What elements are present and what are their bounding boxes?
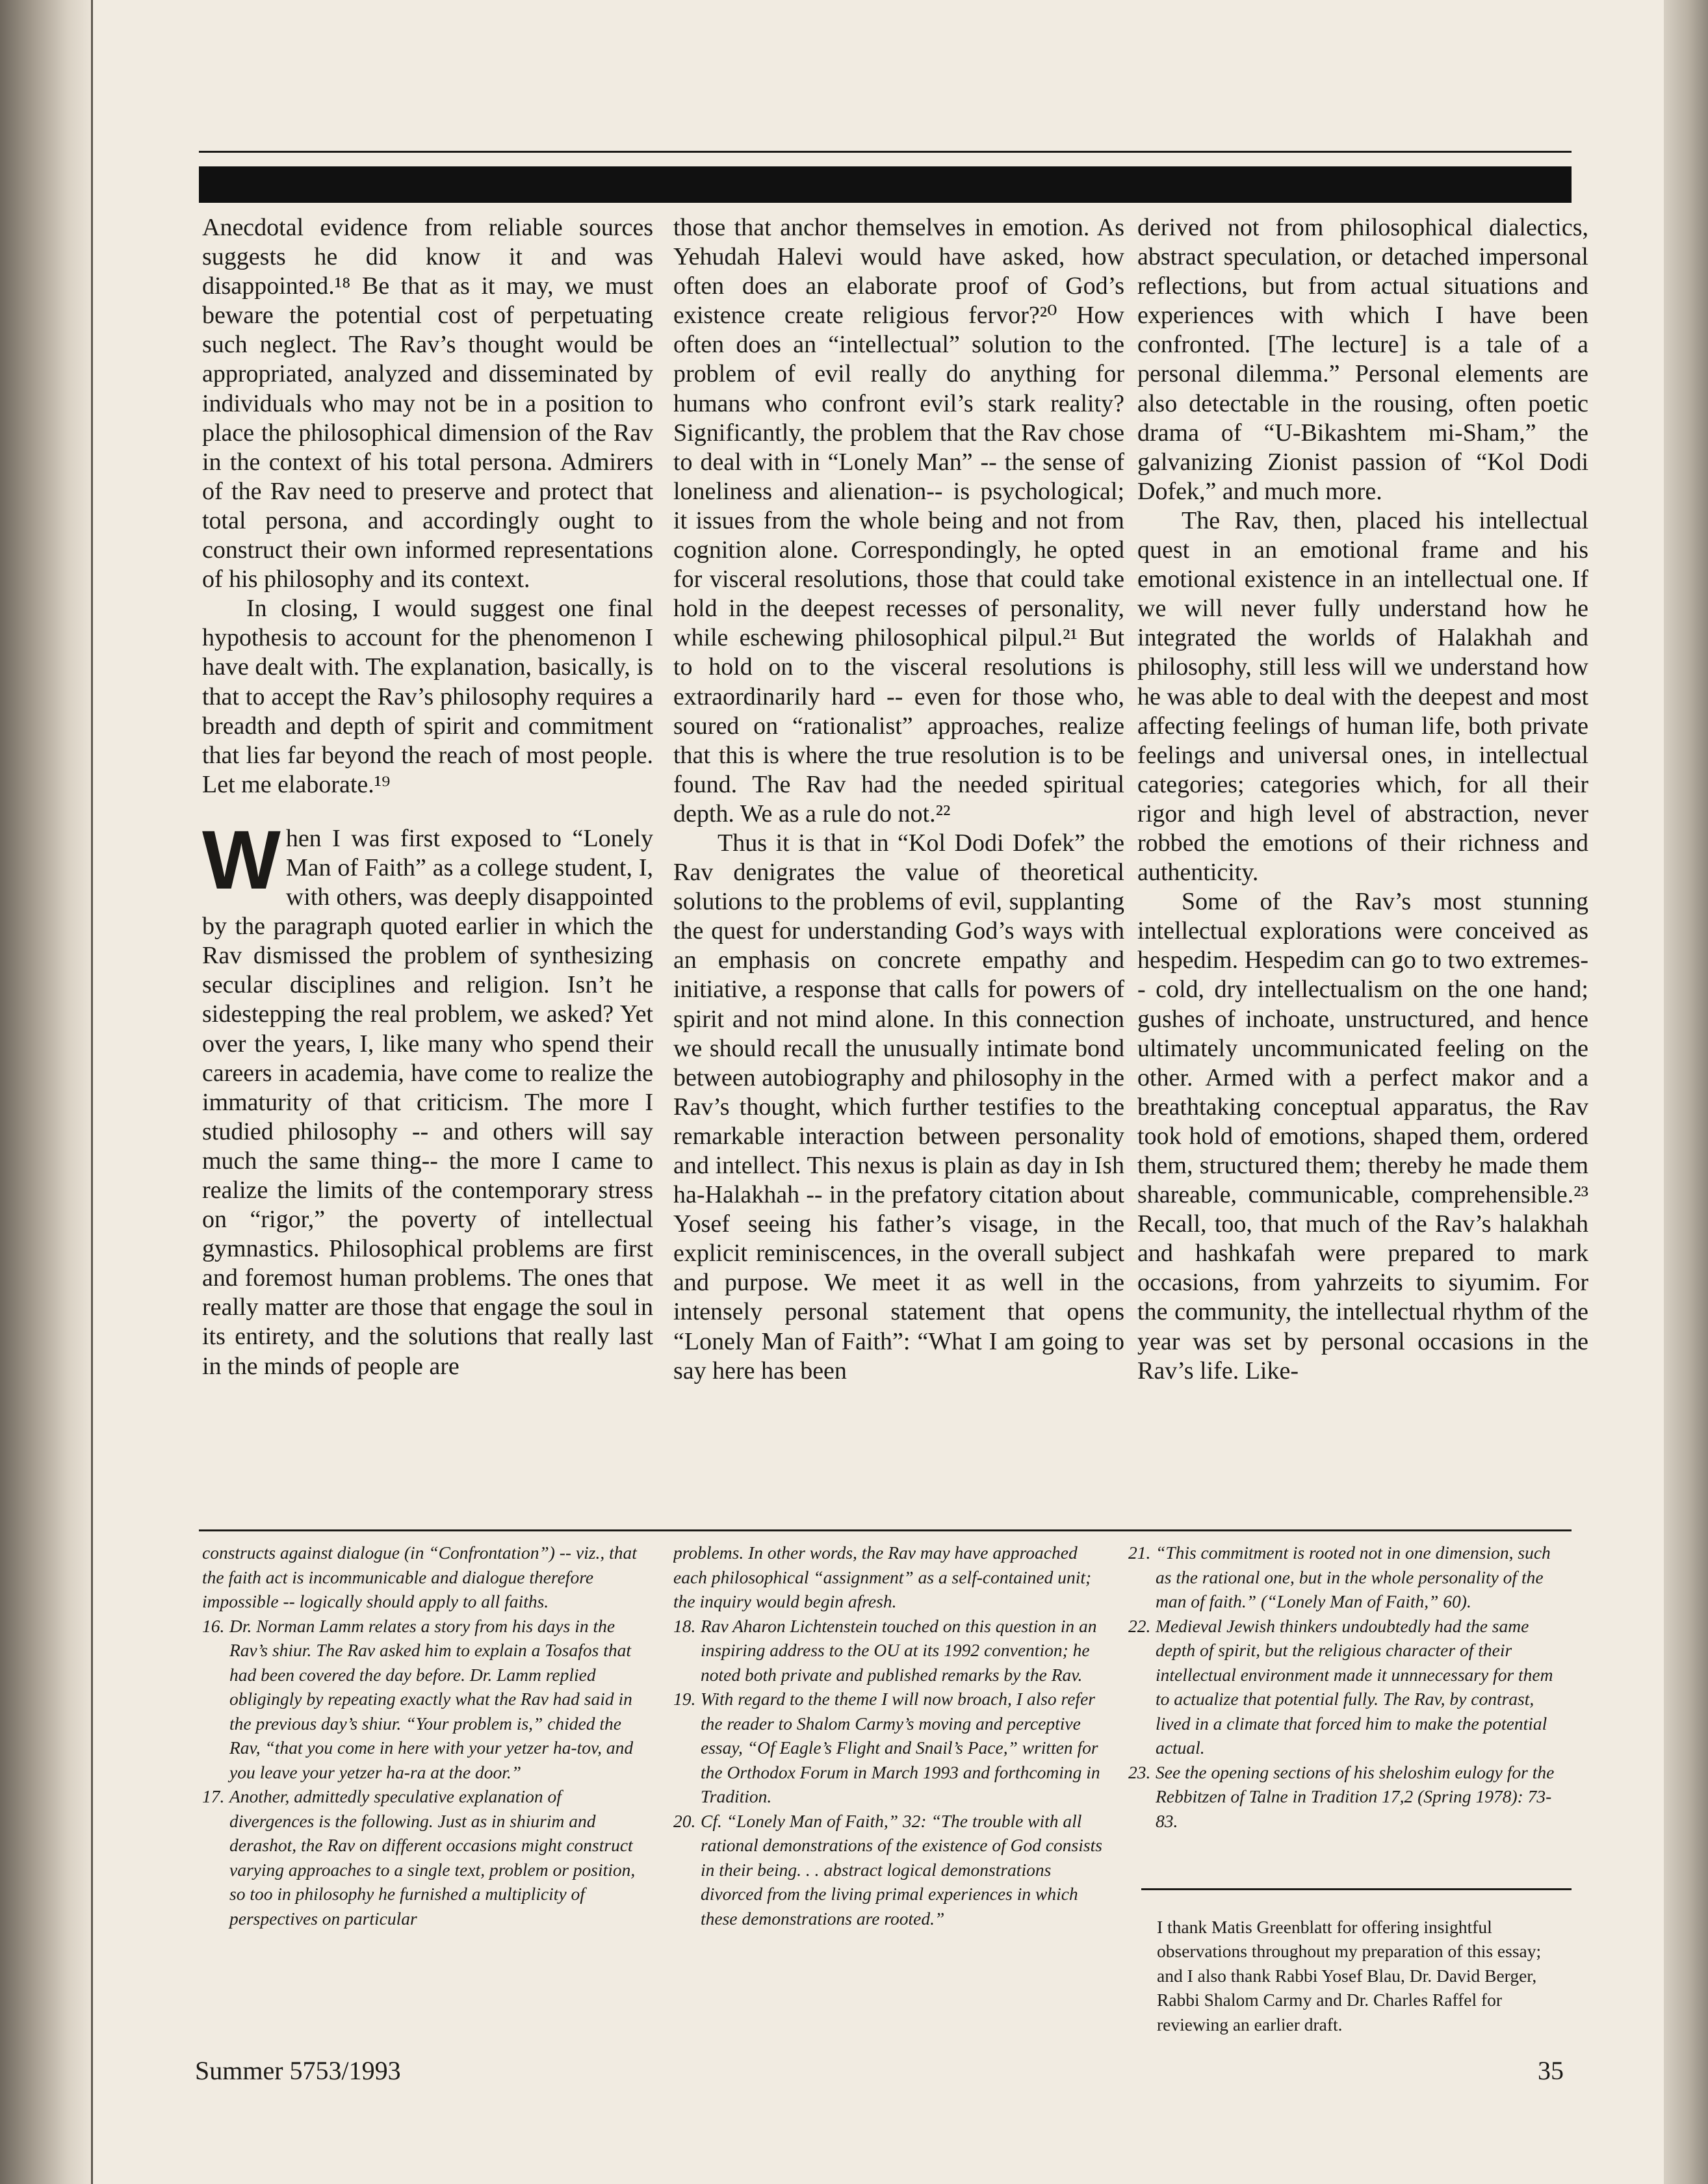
footnote-18 <box>673 1614 1115 1687</box>
footnote-number: 17. <box>202 1786 225 1806</box>
paragraph: The Rav, then, placed his intellectual quest in an emotional frame and his emotional existence in an intellectual one. If we will never fully understand how he integrated the worlds of Halakhah and philosophy, still less will we understand how he was able to deal with the deepest and most affecting feelings of human life, both private feelings and universal ones, in intellectual categories; categories which, for all their rigor and high level of abstraction, never robbed the emotions of their richness and authenticity. <box>1137 506 1588 887</box>
header-bar <box>199 166 1572 203</box>
page-edge <box>1664 0 1708 2184</box>
body-column-2 <box>673 213 1124 1503</box>
paragraph-dropcap <box>202 813 653 1381</box>
footnote-text: See the opening sections of his sheloshim eulogy for the Rebbitzen of Talne in Tradition 17,2 (Spring 1978): 73-83. <box>1156 1762 1555 1831</box>
paragraph: Anecdotal evidence from reliable sources suggests he did know it and was disappointed.¹⁸ Be that as it may, we must beware the potential cost of perpetuating such neglect. The Rav’s thought would be appropriated, analyzed and disseminated by individuals who may not be in a position to place the philosophical dimension of the Rav in the context of his total persona. Admirers of the Rav need to preserve and protect that total persona, and accordingly ought to construct their own informed representations of his philosophy and its context. <box>202 214 653 593</box>
drop-cap: W <box>202 813 281 907</box>
footnote-text: Dr. Norman Lamm relates a story from his days in the Rav’s shiur. The Rav asked him to explain a Tosafos that had been covered the day before. Dr. Lamm replied obligingly by repeating exactly what the Rav had said in the previous day’s shiur. “Your problem is,” chided the Rav, “that you come in here with your yetzer ha-tov, and you leave your yetzer ha-ra at the door.” <box>229 1615 634 1782</box>
footnote-20 <box>673 1809 1115 1931</box>
footnote-continuation: problems. In other words, the Rav may have approached each philosophical “assignment” as a self-contained unit; the inquiry would begin afresh. <box>673 1542 1092 1611</box>
footnote-number: 16. <box>202 1615 225 1636</box>
page-number: 35 <box>1538 2056 1564 2085</box>
footnote-text: Medieval Jewish thinkers undoubtedly had the same depth of spirit, but the religious character of their intellectual environment made it unnnecessary for them to actualize that potential fully. The Rav, by contrast, lived in a climate that forced him to make the potential actual. <box>1156 1615 1553 1758</box>
paragraph: derived not from philosophical dialectics, abstract speculation, or detached impersonal reflections, but from actual situations and experiences with which I have been confronted. [The lecture] is a tale of a personal dilemma.” Personal elements are also detectable in the rousing, often poetic drama of “U-Bikashtem mi-Sham,” the galvanizing Zionist passion of “Kol Dodi Dofek,” and much more. <box>1137 214 1588 505</box>
paragraph: In closing, I would suggest one final hypothesis to account for the phenomenon I have dealt with. The explanation, basically, is that to accept the Rav’s philosophy requires a breadth and depth of spirit and commitment that lies far beyond the reach of most people. Let me elaborate.¹⁹ <box>202 595 653 798</box>
footnote-number: 23. <box>1128 1762 1151 1782</box>
paragraph: Thus it is that in “Kol Dodi Dofek” the Rav denigrates the value of theoretical solutions to the problems of evil, supplanting the quest for understanding God’s ways with an emphasis on concrete empathy and initiative, a response that calls for powers of spirit and not mind alone. In this connection we should recall the unusually intimate bond between autobiography and philosophy in the Rav’s thought, which further testifies to the remarkable interaction between personality and intellect. This nexus is plain as day in Ish ha-Halakhah -- in the prefatory citation about Yosef seeing his father’s visage, in the explicit reminiscences, in the overall subject and purpose. We meet it as well in the intensely personal statement that opens “Lonely Man of Faith”: “What I am going to say here has been <box>673 829 1124 1384</box>
footnote-21 <box>1128 1540 1570 1614</box>
body-column-1 <box>202 213 653 1503</box>
acknowledgment: I thank Matis Greenblatt for offering insightful observations throughout my preparation of this essay; and I also thank Rabbi Yosef Blau, Dr. David Berger, Rabbi Shalom Carmy and Dr. Charles Raffel for reviewing an earlier draft. <box>1157 1916 1542 2034</box>
footnote-number: 19. <box>673 1689 696 1709</box>
acknowledgment-rule <box>1141 1888 1572 1890</box>
paragraph: Some of the Rav’s most stunning intellectual explorations were conceived as hespedim. Hespedim can go to two extremes-- cold, dry intellectualism on the one hand; gushes of inchoate, unstructured, and hence ultimately uncommunicated feeling on the other. Armed with a perfect makor and a breathtaking conceptual apparatus, the Rav took hold of emotions, shaped them, ordered them, structured them; thereby he made them shareable, communicable, comprehensible.²³ Recall, too, that much of the Rav’s halakhah and hashkafah were prepared to mark occasions, from yahrzeits to siyumim. For the community, the intellectual rhythm of the year was set by personal occasions in the Rav’s life. Like- <box>1137 888 1588 1384</box>
footnote-number: 21. <box>1128 1542 1151 1563</box>
footnote-text: Another, admittedly speculative explanation of divergences is the following. Just as in shiurim and derashot, the Rav on different occasions might construct varying approaches to a single text, problem or position, so too in philosophy he furnished a multiplicity of perspectives on particular <box>229 1786 636 1929</box>
footnotes-column-2 <box>673 1540 1115 2060</box>
footnote-text: Cf. “Lonely Man of Faith,” 32: “The trouble with all rational demonstrations of the existence of God consists in their being. . . abstract logical demonstrations divorced from the living primal experiences in which these demonstrations are rooted.” <box>701 1810 1102 1929</box>
footnote-number: 18. <box>673 1615 696 1636</box>
footnote-continuation: constructs against dialogue (in “Confrontation”) -- viz., that the faith act is incommunicable and dialogue therefore impossible -- logically should apply to all faiths. <box>202 1542 637 1611</box>
footnote-text: Rav Aharon Lichtenstein touched on this question in an inspiring address to the OU at its 1992 convention; he noted both private and published remarks by the Rav. <box>701 1615 1097 1685</box>
paragraph: those that anchor themselves in emotion. As Yehudah Halevi would have asked, how often does an elaborate proof of God’s existence create religious fervor?²⁰ How often does an “intellectual” solution to the problem of evil really do anything for humans who confront evil’s stark reality? Significantly, the problem that the Rav chose to deal with in “Lonely Man” -- the sense of loneliness and alienation-- is psychological; it issues from the whole being and not from cognition alone. Correspondingly, he opted for visceral resolutions, those that could take hold in the deepest recesses of personality, while eschewing philosophical pilpul.²¹ But to hold on to the visceral resolutions is extraordinarily hard -- even for those who, soured on “rationalist” approaches, realize that this is where the true resolution is to be found. The Rav had the needed spiritual depth. We as a rule do not.²² <box>673 214 1124 827</box>
book-spine <box>0 0 97 2184</box>
footnotes-rule <box>199 1529 1572 1531</box>
footnote-number: 20. <box>673 1810 696 1831</box>
footnote-17 <box>202 1784 644 1930</box>
issue-date: Summer 5753/1993 <box>195 2056 401 2085</box>
footnote-19 <box>673 1687 1115 1809</box>
footnote-16 <box>202 1614 644 1785</box>
footnote-text: With regard to the theme I will now broach, I also refer the reader to Shalom Carmy’s moving and perceptive essay, “Of Eagle’s Flight and Snail’s Pace,” written for the Orthodox Forum in March 1993 and forthcoming in Tradition. <box>701 1689 1100 1806</box>
footnote-22 <box>1128 1614 1570 1760</box>
footnote-text: “This commitment is rooted not in one dimension, such as the rational one, but in the whole personality of the man of faith.” (“Lonely Man of Faith,” 60). <box>1156 1542 1551 1611</box>
paragraph-text: hen I was first exposed to “Lonely Man of Faith” as a college student, I, with others, was deeply disappointed by the paragraph quoted earlier in which the Rav dismissed the problem of synthesizing secular disciplines and religion. Isn’t he sidestepping the real problem, we asked? Yet over the years, I, like many who spend their careers in academia, have come to realize the immaturity of that criticism. The more I studied philosophy -- and others will say much the same thing-- the more I came to realize the limits of the contemporary stress on “rigor,” the poverty of intellectual gymnastics. Philosophical problems are first and foremost human problems. The ones that really matter are those that engage the soul in its entirety, and the solutions that really last in the minds of people are <box>202 824 653 1380</box>
footnotes-column-1 <box>202 1540 644 2060</box>
body-column-3 <box>1137 213 1588 1503</box>
footnote-number: 22. <box>1128 1615 1151 1636</box>
footnote-23 <box>1128 1760 1570 1834</box>
header-rule <box>199 151 1572 153</box>
